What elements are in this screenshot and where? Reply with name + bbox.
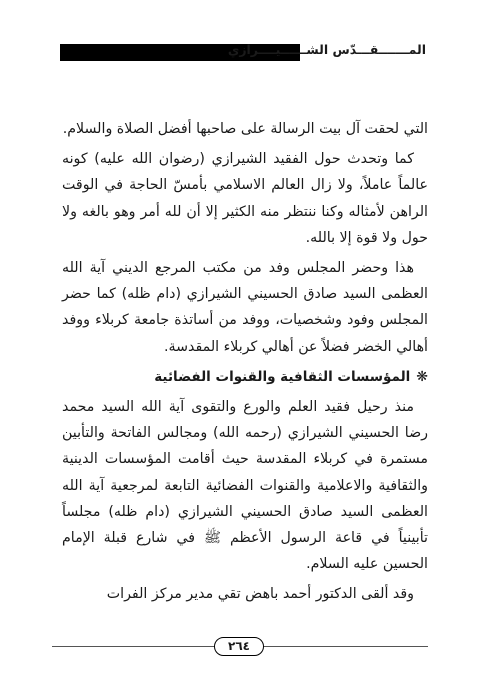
page-number: ٢٦٤ xyxy=(214,637,264,656)
paragraph-2: كما وتحدث حول الفقيد الشيرازي (رضوان الله عليه) كونه عالماً عاملاً، ولا زال العالم الاسلامي بأمسّ الحاجة في الوقت الراهن لأمثاله وكنا ننتظر منه الكثير إلا أن لله أمر وهو بالغه ولا حول ولا قوة إلا بالله. xyxy=(62,151,428,246)
closing-paragraph: وقد ألقى الدكتور أحمد باهض تقي مدير مركز الفرات xyxy=(106,586,414,603)
section-heading-text: المؤسسات الثقافية والقنوات الفضائية xyxy=(154,368,411,385)
section-heading xyxy=(62,364,428,390)
paragraph-1: التي لحقت آل بيت الرسالة على صاحبها أفضل الصلاة والسلام. xyxy=(62,121,428,137)
section-paragraph: منذ رحيل فقيد العلم والورع والتقوى آية الله السيد محمد رضا الحسيني الشيرازي (رحمه الله) ومجالس الفاتحة والتأبين مستمرة في كربلاء المقدسة حيث أقامت المؤسسات الدينية والثقافية والاعلامية والقنوات الفضائية التابعة لمرجعية آية الله العظمى السيد صادق الحسيني الشيرازي (دام ظله) مجلساً تأبينياً في قاعة الرسول الأعظم ﷺ في شارع قبلة الإمام الحسين عليه السلام. xyxy=(62,399,428,573)
paragraph-3: هذا وحضر المجلس وفد من مكتب المرجع الديني آية الله العظمى السيد صادق الحسيني الشيرازي (دام ظله) كما حضر المجلس وفود وشخصيات، ووفد من أساتذة جامعة كربلاء ووفد أهالي الخضر فضلاً عن أهالي كربلاء المقدسة. xyxy=(62,260,428,355)
header-title: المـــــــقـــدّس الشــــــيــــرازي xyxy=(227,42,426,57)
asterisk-bullet-icon: ❋ xyxy=(416,368,428,385)
page-body xyxy=(62,116,428,612)
